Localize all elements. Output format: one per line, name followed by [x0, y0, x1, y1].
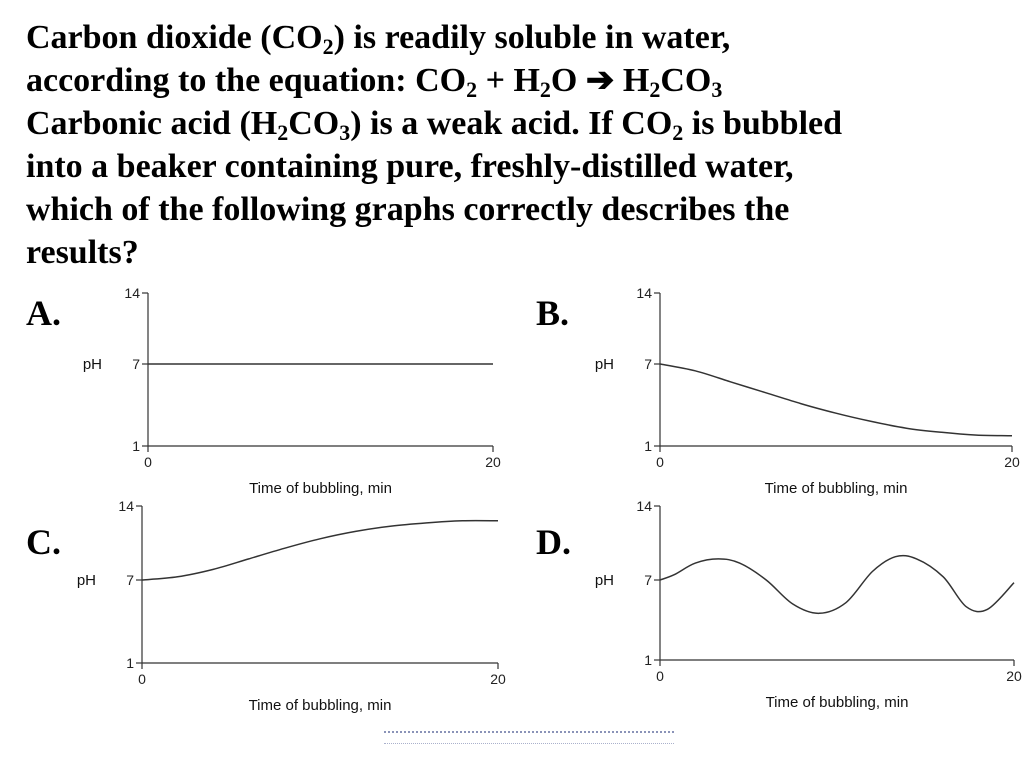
question-line-4: into a beaker containing pure, freshly-distilled water, [26, 148, 794, 185]
chart-b-y-tick-label: 14 [636, 285, 652, 301]
chart-b-y-tick-label: 1 [644, 438, 652, 454]
chart-d-y-axis-title: pH [594, 572, 614, 589]
chart-a-y-tick-label: 1 [132, 438, 140, 454]
chart-c-x-axis-title: Time of bubbling, min [248, 697, 392, 714]
option-d-label[interactable]: D. [536, 522, 571, 562]
chart-a-y-axis-title: pH [82, 356, 102, 373]
chart-d-y-tick-label: 14 [636, 498, 652, 514]
question-line-6: results? [26, 234, 139, 271]
option-c-label[interactable]: C. [26, 522, 61, 562]
question-line-5: which of the following graphs correctly describes the [26, 191, 790, 228]
question-line-3: Carbonic acid $(H_2CO_3)$ is a weak acid. If $CO_2$ is bubbled [26, 105, 843, 145]
chart-a-y-tick-label: 14 [124, 285, 140, 301]
chart-c-y-tick-label: 7 [126, 572, 134, 588]
chart-d-x-tick-label: 0 [656, 668, 664, 684]
option-a-label[interactable]: A. [26, 293, 61, 333]
chart-c-x-tick-label: 20 [490, 671, 506, 687]
chart-c-y-tick-label: 14 [118, 498, 134, 514]
question-line-1: Carbon dioxide $(CO_2)$ is readily soluble in water, [26, 19, 731, 59]
reaction-arrow-icon: ➔ [585, 62, 615, 99]
chart-d-ph-line [660, 556, 1014, 614]
chart-d-x-axis-title: Time of bubbling, min [765, 694, 909, 711]
chart-c-y-tick-label: 1 [126, 655, 134, 671]
chart-b-y-tick-label: 7 [644, 356, 652, 372]
option-b-label[interactable]: B. [536, 293, 570, 333]
chart-b-ph-line [660, 364, 1012, 436]
chart-b-x-axis-title: Time of bubbling, min [764, 480, 908, 497]
chart-d-x-tick-label: 20 [1006, 668, 1022, 684]
chart-a-x-axis-title: Time of bubbling, min [249, 480, 392, 497]
chart-c-x-tick-label: 0 [138, 671, 146, 687]
chart-c-ph-line [142, 521, 498, 580]
chart-d-y-tick-label: 7 [644, 572, 652, 588]
chart-d-y-tick-label: 1 [644, 652, 652, 668]
chart-a-x-tick-label: 0 [144, 454, 152, 470]
chart-b-x-tick-label: 0 [656, 454, 664, 470]
chart-b-x-tick-label: 20 [1004, 454, 1020, 470]
chart-a-y-tick-label: 7 [132, 356, 140, 372]
footer-dotted-line [384, 731, 674, 744]
chart-b-y-axis-title: pH [594, 356, 614, 373]
question-line-2: according to the equation: $CO_2 + H_2O$ ➔ $H_2CO_3$ [26, 62, 723, 102]
chart-c-y-axis-title: pH [76, 572, 96, 589]
chart-a-x-tick-label: 20 [485, 454, 501, 470]
